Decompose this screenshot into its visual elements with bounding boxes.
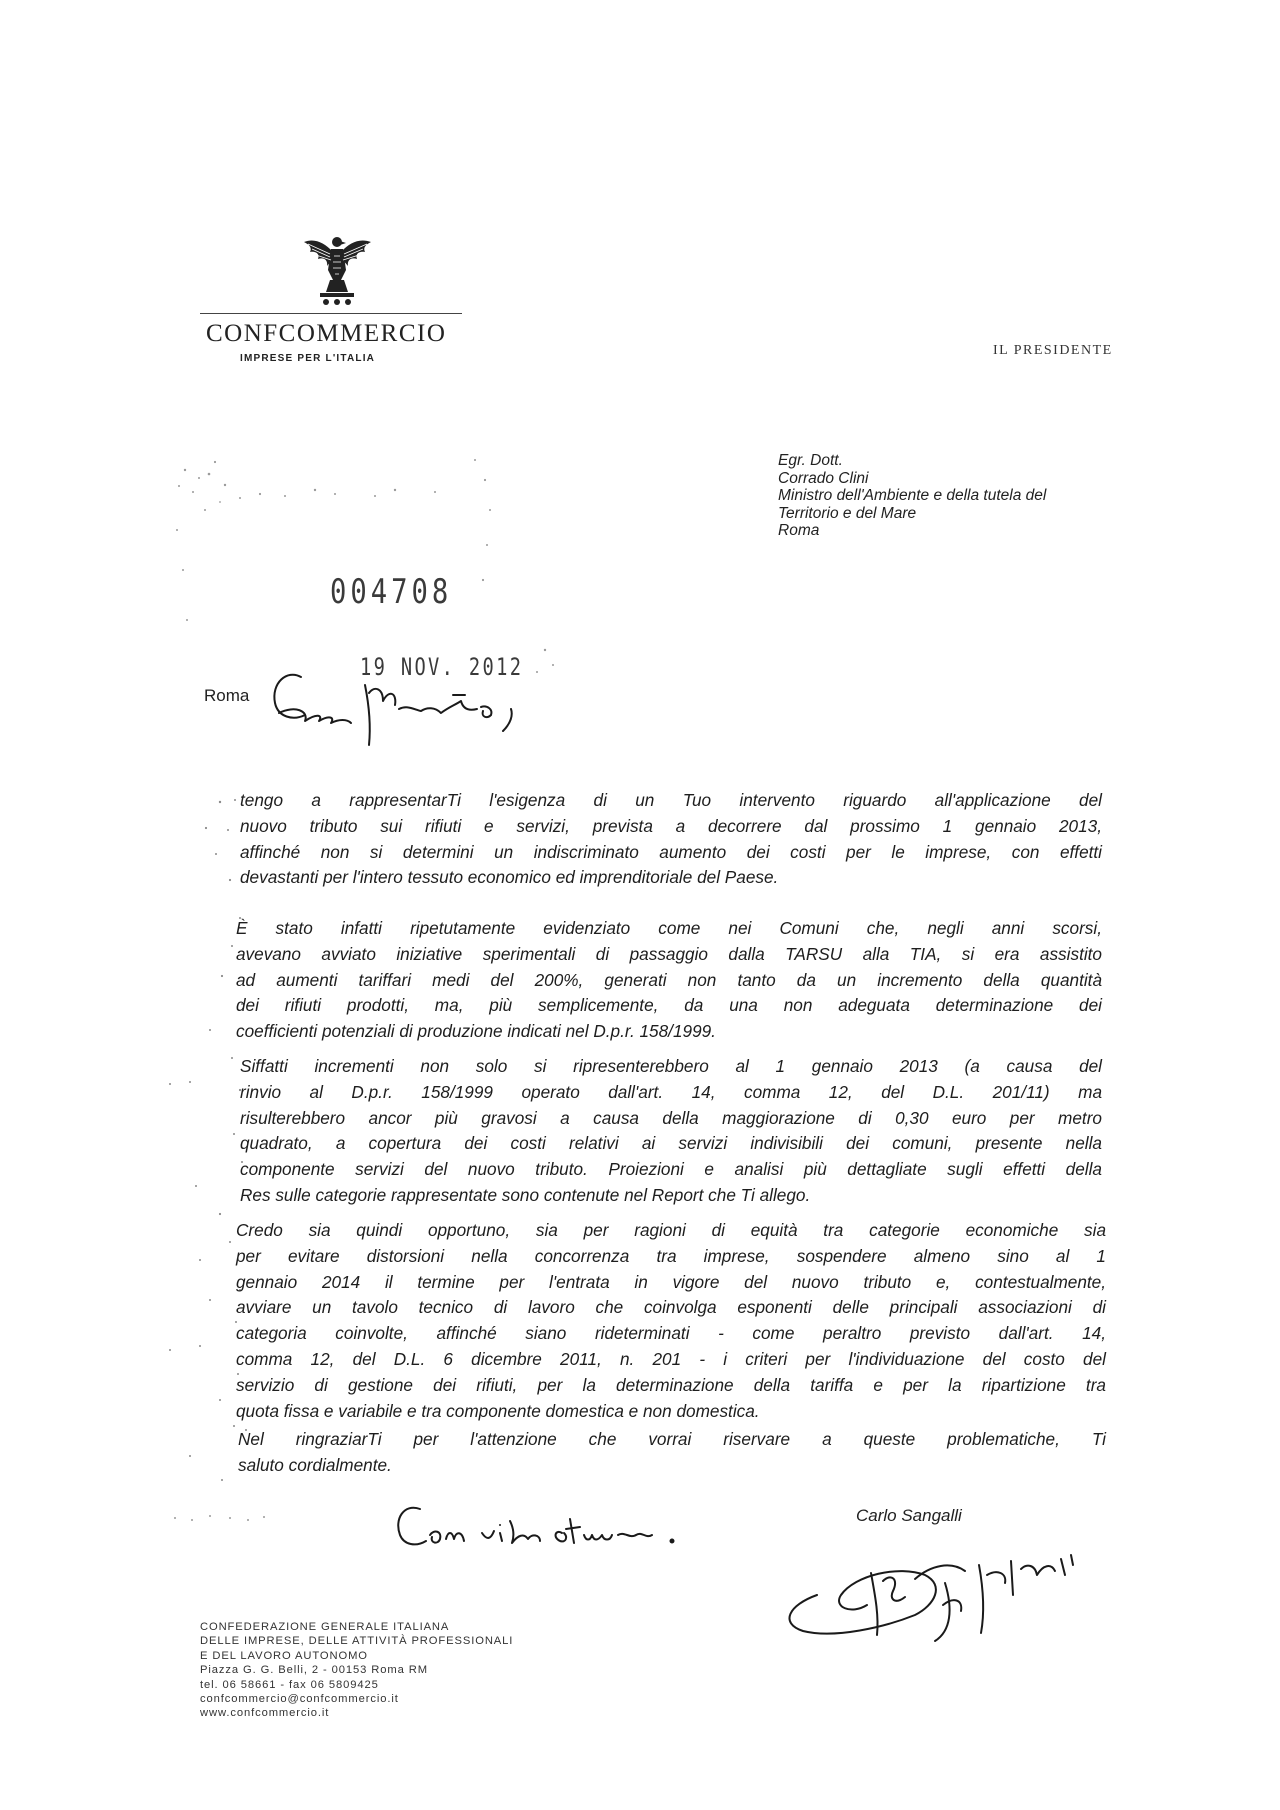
body-line: avevano avviato iniziative sperimentali di passaggio dalla TARSU alla TIA, si era assistito [236, 943, 1102, 964]
body-line: componente servizi del nuovo tributo. Proiezioni e analisi più dettagliate sugli effetti della [240, 1159, 1102, 1180]
protocol-number: 004708 [330, 572, 453, 612]
recipient-address [778, 452, 1046, 540]
body-line: quota fissa e variabile e tra componente domestica e non domestica. [236, 1400, 760, 1421]
handwritten-salutation [265, 665, 525, 750]
place: Roma [204, 686, 250, 705]
body-line: coefficienti potenziali di produzione indicati nel D.p.r. 158/1999. [236, 1021, 716, 1042]
signature [775, 1535, 1105, 1650]
body-line: dei rifiuti prodotti, ma, più semplicemente, da una non adeguata determinazione dei [236, 995, 1102, 1016]
body-paragraph [240, 1054, 1102, 1209]
body-line: per evitare distorsioni nella concorrenza tra imprese, sospendere almeno sino al 1 [236, 1245, 1106, 1266]
sender-role: IL PRESIDENTE [993, 343, 1113, 358]
body-line: saluto cordialmente. [238, 1454, 392, 1475]
stamp-noise [165, 450, 565, 680]
body-line: ad aumenti tariffari medi del 200%, generati non tanto da un incremento della quantità [236, 969, 1102, 990]
body-paragraph [238, 1427, 1106, 1479]
body-line: È stato infatti ripetutamente evidenziato come nei Comuni che, negli anni scorsi, [236, 918, 1102, 938]
signer-name: Carlo Sangalli [856, 1506, 962, 1525]
body-paragraph [240, 788, 1102, 891]
recipient-line: Ministro dell'Ambiente e della tutela del [778, 487, 1047, 504]
body-line: affinché non si determini un indiscriminato aumento dei costi per le imprese, con effetti [240, 841, 1102, 862]
recipient-line: Territorio e del Mare [778, 504, 917, 522]
recipient-line: Corrado Clini [778, 469, 869, 487]
body-line: nuovo tributo sui rifiuti e servizi, prevista a decorrere dal prossimo 1 gennaio 2013, [240, 815, 1102, 836]
body-line: devastanti per l'intero tessuto economico ed imprenditoriale del Paese. [240, 867, 779, 888]
organization-tagline: IMPRESE PER L'ITALIA [240, 353, 376, 364]
body-line: servizio di gestione dei rifiuti, per la determinazione della tariffa e per la ripartizione tra [236, 1374, 1106, 1395]
organization-name: CONFCOMMERCIO [206, 320, 447, 347]
body-line: Siffatti incrementi non solo si ripresenterebbero al 1 gennaio 2013 (a causa del [240, 1056, 1102, 1076]
body-line: rinvio al D.p.r. 158/1999 operato dall'art. 14, comma 12, del D.L. 201/11) ma [240, 1081, 1102, 1102]
recipient-line: Egr. Dott. [778, 452, 843, 469]
footer-line: DELLE IMPRESE, DELLE ATTIVITÀ PROFESSIONALI [200, 1635, 514, 1648]
footer-line: tel. 06 58661 - fax 06 5809425 [200, 1678, 379, 1691]
footer-line: confcommercio@confcommercio.it [200, 1693, 399, 1706]
body-line: tengo a rappresentarTi l'esigenza di un Tuo intervento riguardo all'applicazione del [240, 790, 1102, 810]
body-line: avviare un tavolo tecnico di lavoro che coinvolga esponenti delle principali associazioni di [236, 1297, 1106, 1318]
footer-address [200, 1620, 513, 1721]
body-paragraph [236, 1218, 1106, 1424]
body-paragraph [236, 916, 1102, 1045]
body-line: comma 12, del D.L. 6 dicembre 2011, n. 201 - i criteri per l'individuazione del costo del [236, 1348, 1106, 1369]
footer-line: www.confcommercio.it [200, 1707, 330, 1720]
body-line: Credo sia quindi opportuno, sia per ragioni di equità tra categorie economiche sia [236, 1220, 1106, 1240]
footer-line: E DEL LAVORO AUTONOMO [200, 1649, 368, 1662]
eagle-emblem-icon [300, 232, 375, 307]
body-line: gennaio 2014 il termine per l'entrata in vigore del nuovo tributo e, contestualmente, [236, 1271, 1106, 1292]
stamp-date: 19 NOV. 2012 [360, 653, 524, 681]
body-line: categoria coinvolte, affinché siano rideterminati - come peraltro previsto dall'art. 14, [236, 1323, 1106, 1344]
footer-line: Piazza G. G. Belli, 2 - 00153 Roma RM [200, 1664, 428, 1677]
footer-line: CONFEDERAZIONE GENERALE ITALIANA [200, 1621, 450, 1633]
body-line: Res sulle categorie rappresentate sono contenute nel Report che Ti allego. [240, 1184, 811, 1205]
body-line: risulterebbero ancor più gravosi a causa della maggiorazione di 0,30 euro per metro [240, 1107, 1102, 1128]
body-line: quadrato, a copertura dei costi relativi ai servizi indivisibili dei comuni, presente nella [240, 1133, 1102, 1154]
recipient-line: Roma [778, 522, 820, 539]
letterhead-rule [200, 313, 462, 314]
handwritten-closing [390, 1495, 680, 1570]
scan-noise [170, 1508, 270, 1528]
body-line: Nel ringraziarTi per l'attenzione che vorrai riservare a queste problematiche, Ti [238, 1429, 1106, 1449]
